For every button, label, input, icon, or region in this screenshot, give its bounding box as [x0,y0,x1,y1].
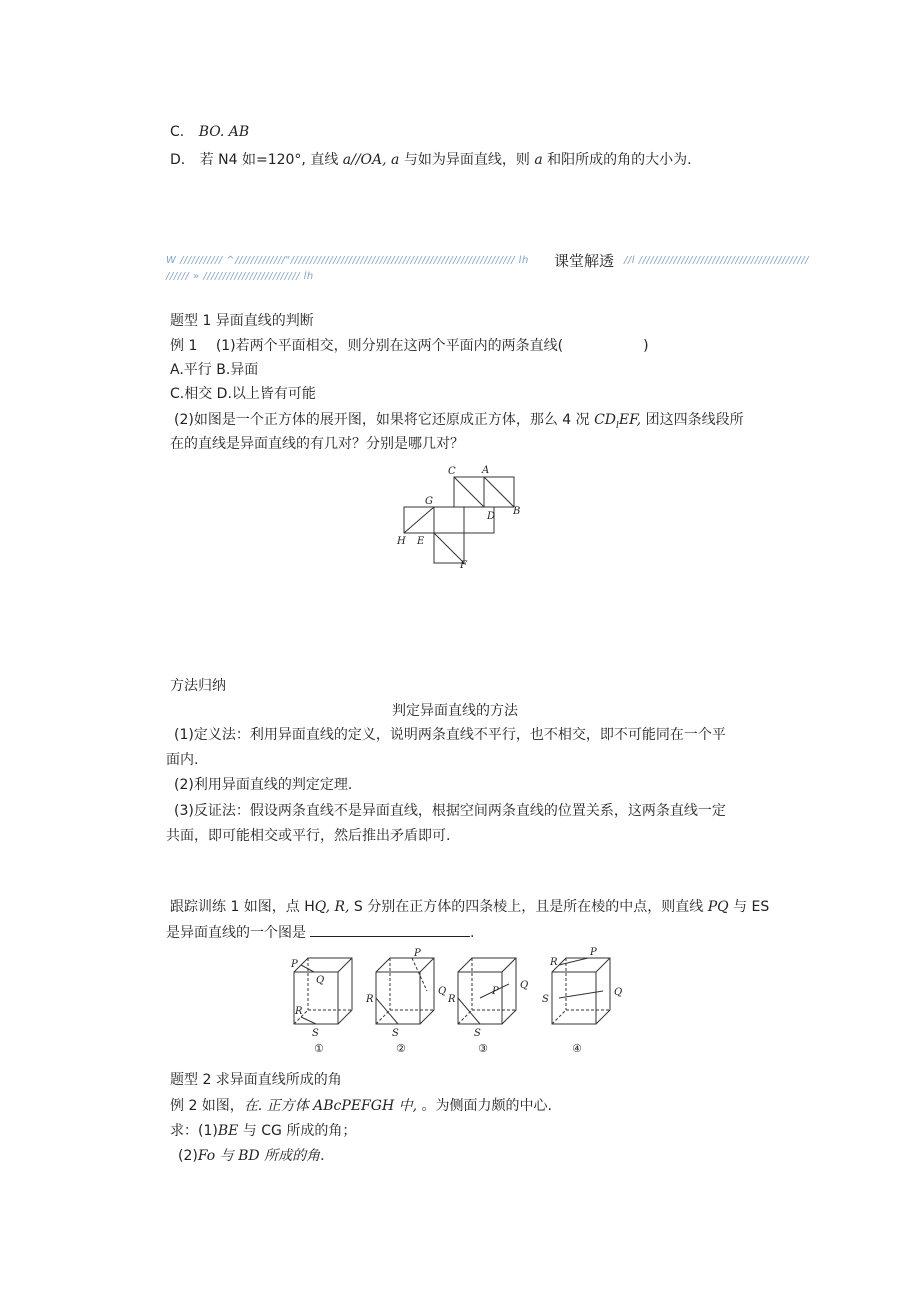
practice-line1: 跟踪训练 1 如图，点 HQ, R, S 分别在正方体的四条棱上，且是所在棱的中点，则直线 PQ 与 ES [170,899,770,915]
cube-1 [294,958,352,1024]
net-diagonal [404,507,434,533]
practice-line2: 是异面直线的一个图是 . [166,922,474,943]
cube1-label-s: S [312,1028,319,1039]
banner-right-decoration: //l //////////////////////////////////////////// [624,255,809,266]
answer-blank[interactable] [310,922,470,937]
cube2-label-p: P [414,948,421,959]
options-ab: A.平行 B.异面 [170,362,259,378]
cube4-label-r: R [550,957,558,968]
cube-number-2: ② [396,1042,406,1055]
cube2-label-s: S [392,1028,399,1039]
cube3-label-q: Q [520,980,529,991]
cube-number-3: ③ [478,1042,488,1055]
method-line1a: (1)定义法：利用异面直线的定义，说明两条直线不平行，也不相交，即不可能同在一个平 [174,727,726,743]
method-title: 判定异面直线的方法 [392,703,518,719]
example2-requirement2: (2)Fo 与 BD 所成的角. [178,1148,325,1164]
method-line3a: (3)反证法：假设两条直线不是异面直线，根据空间两条直线的位置关系，这两条直线一定 [174,803,726,819]
cube2-label-r: R [366,994,374,1005]
example2-line: 例 2 如图，在. 正方体 ABcPEFGH 中, 。为侧面力颇的中心. [170,1098,552,1114]
cube-figures [284,946,644,1058]
method-line3b: 共面，即可能相交或平行，然后推出矛盾即可. [166,828,451,844]
example1-question: 例 1 (1)若两个平面相交，则分别在这两个平面内的两条直线( ) [170,338,649,354]
cube-2 [376,958,434,1024]
option-d: D. 若 N4 如=120°, 直线 a//OA, a 与如为异面直线，则 a 和阳所成的角的大小为. [170,152,692,168]
options-cd: C.相交 D.以上皆有可能 [170,386,316,402]
banner-left-decoration: W /////////// ^/////////////"////////////////////////////////////////////////////////// lh [166,255,529,266]
option-c: C. BO. AB [170,124,250,140]
cube-number-1: ① [314,1042,324,1055]
cube-3 [458,958,516,1024]
net-label-c: C [448,466,456,477]
cube4-label-p: P [590,947,597,958]
section-title: 课堂解透 [554,252,615,270]
banner-line2-decoration: ////// » ///////////////////////// lh [166,271,314,282]
cube4-label-s: S [542,994,549,1005]
cube3-label-r: R [448,994,456,1005]
net-label-g: G [425,496,433,507]
net-label-b: B [513,506,521,517]
method-heading: 方法归纳 [170,678,226,694]
cube4-label-q: Q [614,987,623,998]
cube3-label-s: S [474,1028,481,1039]
method-line1b: 面内. [166,752,199,768]
cube2-label-q: Q [438,986,447,997]
cube1-label-p: P [291,959,298,970]
cube1-label-q: Q [316,975,325,986]
net-label-d: D [487,511,496,522]
cube-net-figure [392,462,532,574]
cube1-label-r: R [295,1006,303,1017]
question2-line1: (2)如图是一个正方体的展开图，如果将它还原成正方体，那么 4 况 $CD_lEF$, 团这四条线段所 [174,412,744,431]
type2-heading: 题型 2 求异面直线所成的角 [170,1072,342,1088]
net-label-h: H [397,536,406,547]
type1-heading: 题型 1 异面直线的判断 [170,313,314,329]
net-square [434,507,464,533]
net-diagonal [484,477,514,507]
cube-4 [552,958,610,1024]
example2-requirement1: 求：(1)BE 与 CG 所成的角； [170,1123,357,1139]
cube-number-4: ④ [572,1042,582,1055]
net-diagonal [434,533,464,563]
net-label-e: E [417,536,425,547]
question2-line2: 在的直线是异面直线的有几对？分别是哪几对？ [170,436,464,452]
net-label-f: F [460,560,467,571]
cube3-label-p: P [492,986,499,997]
net-diagonal [454,477,484,507]
method-line2: (2)利用异面直线的判定定理. [174,777,353,793]
net-label-a: A [482,465,490,476]
